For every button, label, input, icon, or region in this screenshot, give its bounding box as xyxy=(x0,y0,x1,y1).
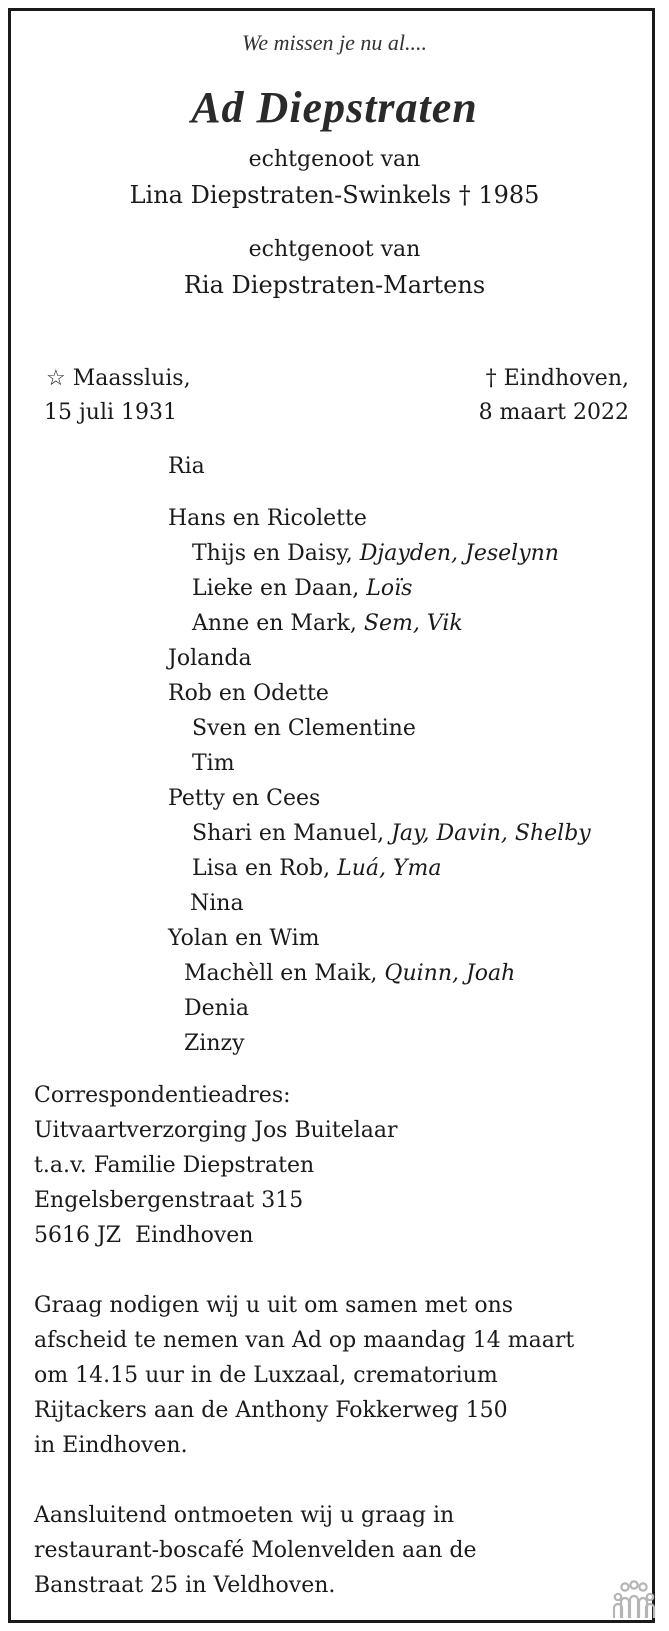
family-member: Petty en Cees xyxy=(168,786,321,811)
family-member: Shari en Manuel, Jay, Davin, Shelby xyxy=(192,821,591,846)
correspondence-address xyxy=(34,1078,397,1253)
text-line: in Eindhoven. xyxy=(34,1433,188,1458)
invitation-paragraph xyxy=(34,1288,574,1463)
address-line: Uitvaartverzorging Jos Buitelaar xyxy=(34,1118,398,1143)
family-member: Denia xyxy=(184,996,249,1021)
birth-date: 15 juli 1931 xyxy=(44,400,178,425)
family-member: Anne en Mark, Sem, Vik xyxy=(192,611,463,636)
grandchildren: Jay, Davin, Shelby xyxy=(391,821,591,846)
grandchildren: Sem, Vik xyxy=(363,611,463,636)
motto: We missen je nu al.... xyxy=(242,30,427,55)
family-member: Ria xyxy=(168,454,205,479)
address-line: 5616 JZ Eindhoven xyxy=(34,1223,254,1248)
birth-place: ☆ Maassluis, xyxy=(46,366,191,391)
spouse1-name: Lina Diepstraten-Swinkels † 1985 xyxy=(129,181,540,209)
family-member: Lieke en Daan, Loïs xyxy=(192,576,413,601)
grandchildren: Luá, Yma xyxy=(337,856,442,881)
text-line: afscheid te nemen van Ad op maandag 14 maart xyxy=(34,1328,575,1353)
text-line: Rijtackers aan de Anthony Fokkerweg 150 xyxy=(34,1398,508,1423)
address-line: Correspondentieadres: xyxy=(34,1083,291,1108)
grandchildren: Loïs xyxy=(366,576,413,601)
family-member: Nina xyxy=(190,891,244,916)
family-member: Hans en Ricolette xyxy=(168,506,367,531)
family-member: Tim xyxy=(192,751,235,776)
grandchildren: Quinn, Joah xyxy=(384,961,516,986)
text-line: om 14.15 uur in de Luxzaal, crematorium xyxy=(34,1363,498,1388)
grandchildren: Djayden, Jeselynn xyxy=(359,541,559,566)
family-member: Jolanda xyxy=(168,646,252,671)
text-line: Graag nodigen wij u uit om samen met ons xyxy=(34,1293,514,1318)
text-line: Aansluitend ontmoeten wij u graag in xyxy=(34,1503,455,1528)
family-member: Zinzy xyxy=(184,1031,245,1056)
family-member: Machèll en Maik, Quinn, Joah xyxy=(184,961,516,986)
spouse2-label: echtgenoot van xyxy=(248,237,421,262)
spouse1-label: echtgenoot van xyxy=(248,147,421,172)
address-line: t.a.v. Familie Diepstraten xyxy=(34,1153,315,1178)
family-people-icon xyxy=(610,1580,658,1620)
family-member: Lisa en Rob, Luá, Yma xyxy=(192,856,442,881)
deceased-name: Ad Diepstraten xyxy=(191,83,478,132)
death-date: 8 maart 2022 xyxy=(478,400,629,425)
family-member: Yolan en Wim xyxy=(168,926,320,951)
reception-paragraph xyxy=(34,1498,476,1603)
family-member: Rob en Odette xyxy=(168,681,329,706)
text-line: restaurant-boscafé Molenvelden aan de xyxy=(34,1538,477,1563)
address-line: Engelsbergenstraat 315 xyxy=(34,1188,304,1213)
text-line: Banstraat 25 in Veldhoven. xyxy=(34,1573,336,1598)
family-member: Thijs en Daisy, Djayden, Jeselynn xyxy=(192,541,559,566)
death-place: † Eindhoven, xyxy=(485,366,629,391)
family-member: Sven en Clementine xyxy=(192,716,416,741)
spouse2-name: Ria Diepstraten-Martens xyxy=(183,271,486,299)
